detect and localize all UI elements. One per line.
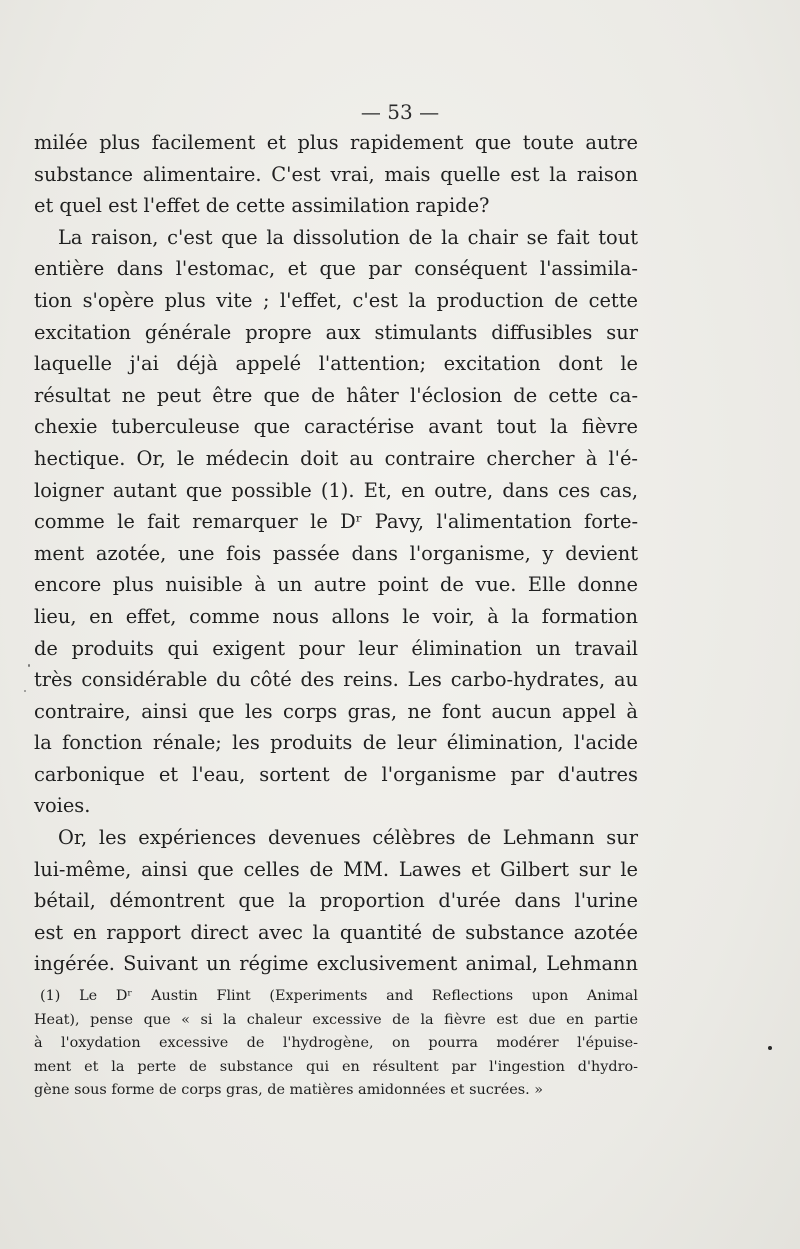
body-line: La raison, c'est que la dissolution de la chair se fait tout <box>58 225 638 249</box>
body-line: très considérable du côté des reins. Les carbo-hydrates, au <box>34 668 638 692</box>
footnote-line: (1) Le Dʳ Austin Flint (Experiments and Reflections upon Animal <box>40 988 638 1004</box>
body-line: Or, les expériences devenues célèbres de Lehmann sur <box>58 826 638 850</box>
body-line: ment azotée, une fois passée dans l'organisme, y devient <box>34 541 638 565</box>
footnote-line: ment et la perte de substance qui en résultent par l'ingestion d'hydro- <box>34 1058 638 1075</box>
body-line: entière dans l'estomac, et que par conséquent l'assimila- <box>34 257 638 281</box>
body-line: lieu, en effet, comme nous allons le voir, à la formation <box>34 604 638 628</box>
body-text <box>34 127 638 980</box>
body-line: milée plus facilement et plus rapidement que toute autre <box>34 131 638 154</box>
footnote-line: Heat), pense que « si la chaleur excessive de la fièvre est due en partie <box>34 1011 638 1028</box>
footnote-line: gène sous forme de corps gras, de matières amidonnées et sucrées. » <box>34 1082 544 1099</box>
body-line: contraire, ainsi que les corps gras, ne font aucun appel à <box>34 699 638 723</box>
body-line: tion s'opère plus vite ; l'effet, c'est la production de cette <box>34 288 638 312</box>
body-line: lui-même, ainsi que celles de MM. Lawes et Gilbert sur le <box>34 857 638 881</box>
body-line: est en rapport direct avec la quantité de substance azotée <box>34 920 638 944</box>
footnote <box>34 985 638 1103</box>
page-number: — 53 — <box>360 100 440 124</box>
body-line: résultat ne peut être que de hâter l'éclosion de cette ca- <box>34 383 638 407</box>
body-line: encore plus nuisible à un autre point de vue. Elle donne <box>34 573 638 597</box>
body-line: comme le fait remarquer le Dʳ Pavy, l'alimentation forte- <box>34 510 638 534</box>
ink-speck <box>28 664 30 667</box>
body-line: bétail, démontrent que la proportion d'urée dans l'urine <box>34 889 638 913</box>
body-line: la fonction rénale; les produits de leur élimination, l'acide <box>34 731 638 755</box>
body-line: chexie tuberculeuse que caractérise avant tout la fièvre <box>34 415 638 439</box>
body-line: de produits qui exigent pour leur élimination un travail <box>34 636 638 660</box>
body-line: ingérée. Suivant un régime exclusivement animal, Lehmann <box>34 952 638 976</box>
body-line: loigner autant que possible (1). Et, en outre, dans ces cas, <box>34 478 638 502</box>
ink-speck <box>24 690 26 692</box>
body-line: et quel est l'effet de cette assimilation rapide? <box>34 194 490 218</box>
body-line: laquelle j'ai déjà appelé l'attention; excitation dont le <box>34 352 638 376</box>
ink-speck <box>768 1046 772 1050</box>
footnote-line: à l'oxydation excessive de l'hydrogène, on pourra modérer l'épuise- <box>34 1035 638 1052</box>
body-line: carbonique et l'eau, sortent de l'organisme par d'autres <box>34 762 638 786</box>
body-line: substance alimentaire. C'est vrai, mais quelle est la raison <box>34 162 638 186</box>
body-line: hectique. Or, le médecin doit au contraire chercher à l'é- <box>34 446 638 470</box>
body-line: voies. <box>34 794 91 818</box>
body-line: excitation générale propre aux stimulants diffusibles sur <box>34 320 638 344</box>
